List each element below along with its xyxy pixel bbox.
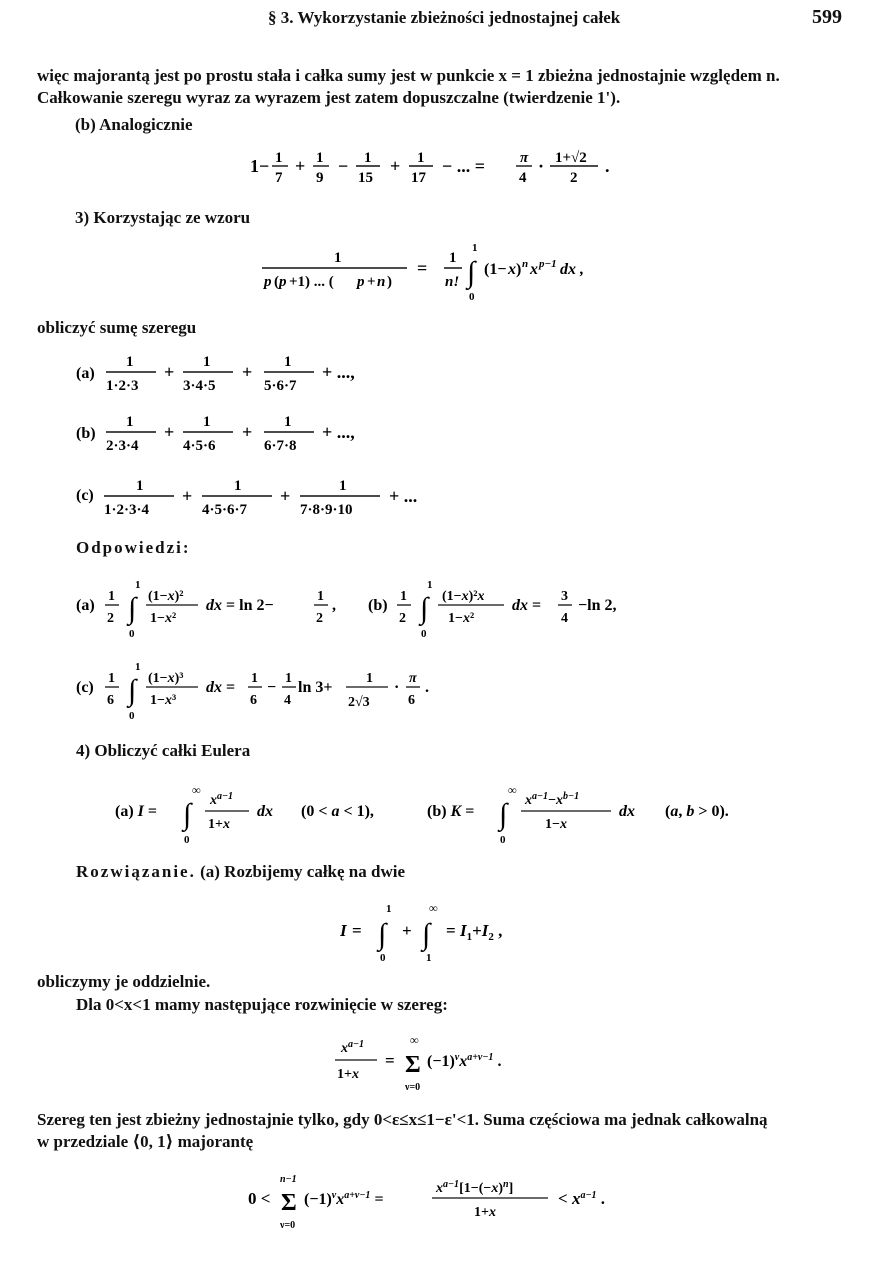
svg-text:): ) xyxy=(387,274,392,290)
svg-text:3: 3 xyxy=(561,589,568,604)
paragraph-line: obliczymy je oddzielnie. xyxy=(37,972,211,991)
svg-text:−ln 2,: −ln 2, xyxy=(578,597,617,614)
svg-text:0: 0 xyxy=(129,710,135,722)
svg-text:+: + xyxy=(402,921,412,940)
svg-text:=: = xyxy=(352,921,362,940)
svg-text:1−x: 1−x xyxy=(545,817,567,832)
svg-text:∫: ∫ xyxy=(422,918,431,951)
svg-text:0: 0 xyxy=(380,952,386,964)
svg-text:1: 1 xyxy=(472,242,478,254)
svg-text:1: 1 xyxy=(386,903,392,915)
paragraph-line: w przedziale ⟨0, 1⟩ majorantę xyxy=(37,1132,254,1151)
svg-text:− ... =: − ... = xyxy=(442,156,486,176)
svg-text:1: 1 xyxy=(234,478,242,494)
svg-text:(−1)νxa+ν−1 .: $(-1)^\nu x^{a+\nu-1}$ . xyxy=(427,1052,502,1070)
svg-text:dx = ln 2−: dx = ln 2− xyxy=(206,597,274,614)
svg-text:(1−x)²x: (1−x)²x xyxy=(442,589,485,604)
svg-text:n: n xyxy=(377,274,386,290)
svg-text:1: 1 xyxy=(251,671,258,686)
subitem-label: (b) Analogicznie xyxy=(75,115,193,134)
svg-text:1: 1 xyxy=(317,589,324,604)
svg-text:(−1)νxa+ν−1 =: $(-1)^\nu x^{a+\nu-1}$ = xyxy=(304,1190,384,1208)
svg-text:6: 6 xyxy=(408,693,415,708)
svg-text:Σ: Σ xyxy=(281,1190,297,1216)
svg-text:(c): (c) xyxy=(76,679,94,696)
svg-text:dx =: dx = xyxy=(512,597,542,614)
equation-series-3b xyxy=(76,410,416,454)
svg-text:0 <: 0 < xyxy=(248,1189,271,1208)
svg-text:(b): (b) xyxy=(368,597,388,614)
solution-paragraph xyxy=(76,862,405,882)
svg-text:1: 1 xyxy=(364,150,372,166)
svg-text:+: + xyxy=(280,486,291,506)
svg-text:1: 1 xyxy=(339,478,347,494)
svg-text:1: 1 xyxy=(126,414,134,430)
svg-text:(b): (b) xyxy=(76,425,96,442)
svg-text:1: 1 xyxy=(108,671,115,686)
svg-text:7·8·9·10: 7·8·9·10 xyxy=(300,502,353,518)
svg-text:.: . xyxy=(425,679,429,696)
svg-text:1: 1 xyxy=(284,354,292,370)
svg-text:1: 1 xyxy=(316,150,324,166)
equation-series-3c xyxy=(76,476,456,520)
svg-text:dx: dx xyxy=(619,803,635,820)
svg-text:4: 4 xyxy=(561,611,568,626)
svg-text:(a, b > 0).: (a, b > 0). xyxy=(665,803,729,820)
svg-text:0: 0 xyxy=(469,291,475,302)
svg-text:+ ...: + ... xyxy=(389,486,418,506)
svg-text:=: = xyxy=(417,258,428,278)
equation-series-b xyxy=(250,142,670,192)
svg-text:1−: 1− xyxy=(250,156,270,176)
svg-text:15: 15 xyxy=(358,170,373,186)
svg-text:(1−x)³: (1−x)³ xyxy=(148,671,184,686)
svg-text:1·2·3: 1·2·3 xyxy=(106,378,139,394)
svg-text:·: · xyxy=(538,156,545,176)
svg-text:∞: ∞ xyxy=(410,1033,419,1047)
svg-text:6·7·8: 6·7·8 xyxy=(264,438,297,454)
svg-text:1·2·3·4: 1·2·3·4 xyxy=(104,502,150,518)
svg-text:1+x: 1+x xyxy=(474,1205,496,1220)
svg-text:∫: ∫ xyxy=(183,798,192,831)
svg-text:ln 3+: ln 3+ xyxy=(298,679,333,696)
svg-text:∞: ∞ xyxy=(192,783,201,797)
svg-text:17: 17 xyxy=(411,170,426,186)
svg-text:1: 1 xyxy=(136,478,144,494)
svg-text:xa−1[1−(−x)n]: $x^{a-1}[1-(-x)^n]$ xyxy=(436,1179,514,1196)
svg-text:∫: ∫ xyxy=(128,674,137,707)
item-3-label: 3) Korzystając ze wzoru xyxy=(75,208,251,227)
svg-text:+: + xyxy=(367,274,376,290)
svg-text:1−x²: 1−x² xyxy=(448,611,475,626)
svg-text:1: 1 xyxy=(203,354,211,370)
svg-text:+: + xyxy=(164,422,175,442)
svg-text:6: 6 xyxy=(250,693,257,708)
svg-text:+1) ... (: +1) ... ( xyxy=(289,274,334,290)
svg-text:4·5·6·7: 4·5·6·7 xyxy=(202,502,248,518)
svg-text:5·6·7: 5·6·7 xyxy=(264,378,297,394)
solution-text: (a) Rozbijemy całkę na dwie xyxy=(200,862,406,881)
svg-text:+: + xyxy=(242,422,253,442)
svg-text:+: + xyxy=(182,486,193,506)
svg-text:I: I xyxy=(340,921,347,940)
page-number: 599 xyxy=(812,6,842,28)
section-heading-answers: Odpowiedzi: xyxy=(76,538,191,557)
paragraph-line: Dla 0<x<1 mamy następujące rozwinięcie w szereg: xyxy=(76,995,448,1014)
equation-answer-c xyxy=(76,658,516,724)
svg-text:.: . xyxy=(605,156,610,176)
svg-text:(: ( xyxy=(274,274,279,290)
svg-text:1: 1 xyxy=(135,579,141,591)
svg-text:1: 1 xyxy=(427,579,433,591)
svg-text:1: 1 xyxy=(449,250,457,266)
svg-text:9: 9 xyxy=(316,170,324,186)
solution-heading: Rozwiązanie. xyxy=(76,862,196,881)
svg-text:1−x³: 1−x³ xyxy=(150,693,177,708)
svg-text:(a) I =: (a) I = xyxy=(115,803,158,820)
svg-text:1: 1 xyxy=(417,150,425,166)
svg-text:1−x²: 1−x² xyxy=(150,611,177,626)
svg-text:1: 1 xyxy=(285,671,292,686)
svg-text:1: 1 xyxy=(275,150,283,166)
svg-text:1+x: 1+x xyxy=(337,1067,359,1082)
svg-text:< xa−1 .: < $x^{a-1}$ . xyxy=(558,1189,605,1208)
svg-text:ν=0: ν=0 xyxy=(280,1220,296,1231)
svg-text:∫: ∫ xyxy=(128,592,137,625)
svg-text:x: x xyxy=(530,261,538,278)
svg-text:2: 2 xyxy=(107,611,114,626)
svg-text:∫: ∫ xyxy=(467,256,476,289)
svg-text:4·5·6: 4·5·6 xyxy=(183,438,216,454)
svg-text:2·3·4: 2·3·4 xyxy=(106,438,139,454)
svg-text:x: x xyxy=(508,261,516,278)
svg-text:+: + xyxy=(390,156,401,176)
svg-text:= I1+I2 ,: = $I_1+I_2$ , xyxy=(446,921,503,943)
svg-text:dx: dx xyxy=(257,803,273,820)
svg-text:2: 2 xyxy=(399,611,406,626)
equation-formula-3 xyxy=(262,240,622,302)
svg-text:Σ: Σ xyxy=(405,1052,421,1078)
svg-text:+ ...,: + ..., xyxy=(322,362,355,382)
svg-text:p: p xyxy=(264,274,272,290)
svg-text:−: − xyxy=(267,679,277,696)
svg-text:p: p xyxy=(357,274,365,290)
svg-text:1: 1 xyxy=(400,589,407,604)
svg-text:4: 4 xyxy=(284,693,291,708)
paragraph-line: więc majorantą jest po prostu stała i całka sumy jest w punkcie x = 1 zbieżna jednostajnie względem n. xyxy=(37,66,780,85)
svg-text:6: 6 xyxy=(107,693,114,708)
svg-text:dx =: dx = xyxy=(206,679,236,696)
svg-text:1: 1 xyxy=(108,589,115,604)
svg-text:2: 2 xyxy=(316,611,323,626)
svg-text:+ ...,: + ..., xyxy=(322,422,355,442)
svg-text:): ) xyxy=(516,261,522,278)
svg-text:xa−1: $x^{a-1}$ xyxy=(341,1039,365,1056)
paragraph-line: Szereg ten jest zbieżny jednostajnie tylko, gdy 0<ε≤x≤1−ε'<1. Suma częściowa ma jednak całkowalną xyxy=(37,1110,768,1129)
svg-text:1: 1 xyxy=(334,250,342,266)
paragraph-line: obliczyć sumę szeregu xyxy=(37,318,197,337)
svg-text:(a): (a) xyxy=(76,597,95,614)
svg-text:(0 < a < 1),: (0 < a < 1), xyxy=(301,803,374,820)
svg-text:+: + xyxy=(164,362,175,382)
svg-text:∞: ∞ xyxy=(508,783,517,797)
equation-majorant xyxy=(248,1168,668,1238)
svg-text:+: + xyxy=(295,156,306,176)
svg-text:0: 0 xyxy=(184,834,190,846)
svg-text:(c): (c) xyxy=(76,487,94,504)
svg-text:1+√2: 1+√2 xyxy=(555,150,587,166)
svg-text:∫: ∫ xyxy=(420,592,429,625)
svg-text:1: 1 xyxy=(426,952,432,964)
svg-text:=: = xyxy=(385,1051,395,1070)
svg-text:π: π xyxy=(409,671,417,686)
svg-text:2√3: 2√3 xyxy=(348,695,370,710)
equation-series-3a xyxy=(76,350,416,394)
svg-text:∫: ∫ xyxy=(378,918,387,951)
svg-text:(1−x)²: (1−x)² xyxy=(148,589,184,604)
equation-euler-integrals xyxy=(115,782,775,848)
svg-text:p−1: p−1 xyxy=(539,258,557,270)
svg-text:·: · xyxy=(394,679,400,696)
svg-text:p: p xyxy=(279,274,287,290)
svg-text:1: 1 xyxy=(203,414,211,430)
svg-text:xa−1: $x^{a-1}$ xyxy=(210,791,234,808)
svg-text:xa−1−xb−1: $x^{a-1}-x^{b-1}$ xyxy=(525,791,580,808)
svg-text:−: − xyxy=(338,156,349,176)
svg-text:1: 1 xyxy=(366,671,373,686)
svg-text:+: + xyxy=(242,362,253,382)
svg-text:(a): (a) xyxy=(76,365,95,382)
svg-text:2: 2 xyxy=(570,170,578,186)
svg-text:0: 0 xyxy=(129,628,135,640)
svg-text:7: 7 xyxy=(275,170,283,186)
svg-text:,: , xyxy=(332,597,336,614)
equation-split xyxy=(340,898,520,964)
svg-text:1+x: 1+x xyxy=(208,817,230,832)
svg-text:3·4·5: 3·4·5 xyxy=(183,378,216,394)
svg-text:n: n xyxy=(522,258,529,270)
svg-text:1: 1 xyxy=(126,354,134,370)
svg-text:1: 1 xyxy=(135,661,141,673)
svg-text:ν=0: ν=0 xyxy=(405,1082,421,1093)
svg-text:n!: n! xyxy=(445,274,460,290)
equation-expansion xyxy=(335,1032,565,1096)
running-title: § 3. Wykorzystanie zbieżności jednostajnej całek xyxy=(268,8,621,27)
item-4-label: 4) Obliczyć całki Eulera xyxy=(76,741,251,760)
paragraph-line: Całkowanie szeregu wyraz za wyrazem jest zatem dopuszczalne (twierdzenie 1'). xyxy=(37,88,621,107)
equation-answers-a-b xyxy=(76,576,676,640)
svg-text:4: 4 xyxy=(519,170,527,186)
svg-text:n−1: n−1 xyxy=(280,1174,297,1185)
svg-text:0: 0 xyxy=(421,628,427,640)
svg-text:(b) K =: (b) K = xyxy=(427,803,475,820)
svg-text:(1−: (1− xyxy=(484,261,507,278)
svg-text:1: 1 xyxy=(284,414,292,430)
svg-text:dx ,: dx , xyxy=(560,261,584,278)
svg-text:0: 0 xyxy=(500,834,506,846)
svg-text:π: π xyxy=(520,150,529,166)
svg-text:∫: ∫ xyxy=(499,798,508,831)
svg-text:∞: ∞ xyxy=(429,901,438,915)
